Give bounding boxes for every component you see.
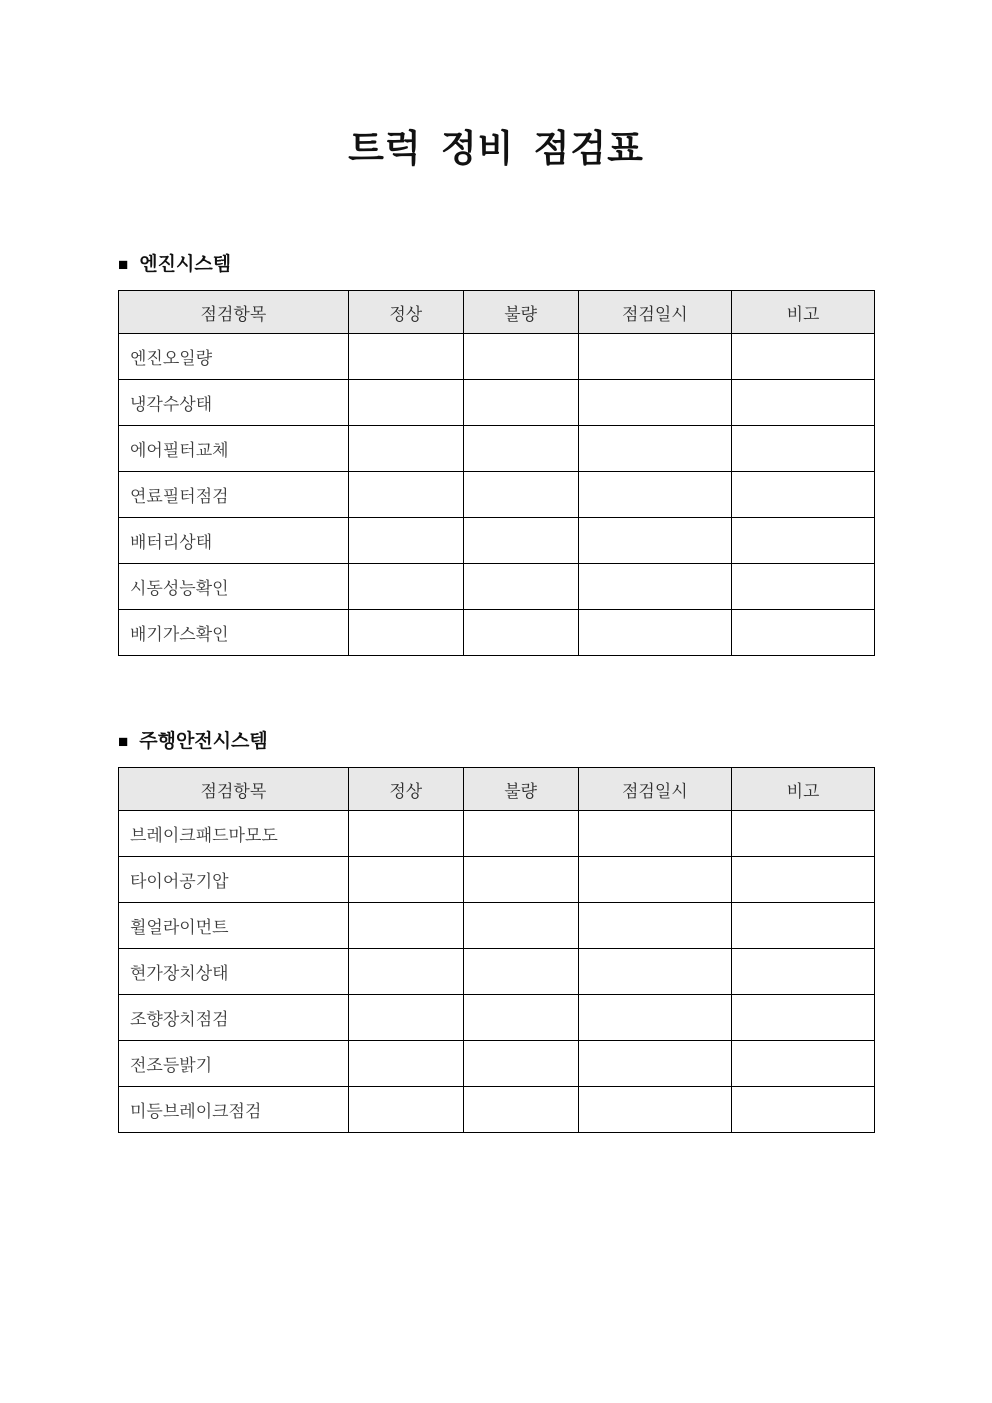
normal-check-cell[interactable] (348, 1087, 463, 1133)
table-row (119, 610, 875, 656)
date-cell[interactable] (578, 334, 731, 380)
remarks-cell[interactable] (732, 564, 875, 610)
date-cell[interactable] (578, 1041, 731, 1087)
row-label-cell: 에어필터교체 (119, 426, 349, 472)
section-heading-driving-safety (118, 730, 875, 753)
row-label-cell: 미등브레이크점검 (119, 1087, 349, 1133)
table-row (119, 380, 875, 426)
defect-check-cell[interactable] (463, 949, 578, 995)
date-cell[interactable] (578, 426, 731, 472)
section-heading-engine (118, 253, 875, 276)
normal-check-cell[interactable] (348, 380, 463, 426)
normal-check-cell[interactable] (348, 995, 463, 1041)
col-header-normal: 정상 (348, 768, 463, 811)
col-header-date: 점검일시 (578, 768, 731, 811)
table-row (119, 903, 875, 949)
col-header-defect: 불량 (463, 768, 578, 811)
table-row (119, 1041, 875, 1087)
normal-check-cell[interactable] (348, 1041, 463, 1087)
col-header-remarks: 비고 (732, 291, 875, 334)
defect-check-cell[interactable] (463, 995, 578, 1041)
defect-check-cell[interactable] (463, 811, 578, 857)
defect-check-cell[interactable] (463, 334, 578, 380)
section-title: 주행안전시스템 (139, 731, 268, 752)
defect-check-cell[interactable] (463, 472, 578, 518)
col-header-item: 점검항목 (119, 291, 349, 334)
remarks-cell[interactable] (732, 995, 875, 1041)
normal-check-cell[interactable] (348, 811, 463, 857)
date-cell[interactable] (578, 380, 731, 426)
remarks-cell[interactable] (732, 1087, 875, 1133)
date-cell[interactable] (578, 857, 731, 903)
remarks-cell[interactable] (732, 518, 875, 564)
table-row (119, 995, 875, 1041)
remarks-cell[interactable] (732, 334, 875, 380)
defect-check-cell[interactable] (463, 564, 578, 610)
row-label-cell: 조향장치점검 (119, 995, 349, 1041)
table-row (119, 334, 875, 380)
row-label-cell: 배기가스확인 (119, 610, 349, 656)
date-cell[interactable] (578, 903, 731, 949)
remarks-cell[interactable] (732, 426, 875, 472)
date-cell[interactable] (578, 1087, 731, 1133)
table-row (119, 472, 875, 518)
section-title: 엔진시스템 (139, 254, 232, 275)
normal-check-cell[interactable] (348, 472, 463, 518)
col-header-date: 점검일시 (578, 291, 731, 334)
normal-check-cell[interactable] (348, 949, 463, 995)
table-row (119, 949, 875, 995)
normal-check-cell[interactable] (348, 426, 463, 472)
row-label-cell: 시동성능확인 (119, 564, 349, 610)
section-bullet-icon: ■ (118, 732, 129, 751)
table-header-row (119, 768, 875, 811)
table-row (119, 564, 875, 610)
defect-check-cell[interactable] (463, 426, 578, 472)
row-label-cell: 연료필터점검 (119, 472, 349, 518)
remarks-cell[interactable] (732, 1041, 875, 1087)
defect-check-cell[interactable] (463, 903, 578, 949)
defect-check-cell[interactable] (463, 380, 578, 426)
date-cell[interactable] (578, 995, 731, 1041)
row-label-cell: 브레이크패드마모도 (119, 811, 349, 857)
normal-check-cell[interactable] (348, 610, 463, 656)
page-title: 트럭 정비 점검표 (348, 128, 644, 169)
date-cell[interactable] (578, 949, 731, 995)
table-row (119, 1087, 875, 1133)
section-bullet-icon: ■ (118, 255, 129, 274)
row-label-cell: 전조등밝기 (119, 1041, 349, 1087)
row-label-cell: 배터리상태 (119, 518, 349, 564)
table-row (119, 857, 875, 903)
table-row (119, 811, 875, 857)
normal-check-cell[interactable] (348, 518, 463, 564)
row-label-cell: 냉각수상태 (119, 380, 349, 426)
driving-safety-checklist-table (118, 767, 875, 1133)
row-label-cell: 엔진오일량 (119, 334, 349, 380)
normal-check-cell[interactable] (348, 857, 463, 903)
date-cell[interactable] (578, 610, 731, 656)
remarks-cell[interactable] (732, 380, 875, 426)
remarks-cell[interactable] (732, 857, 875, 903)
normal-check-cell[interactable] (348, 903, 463, 949)
remarks-cell[interactable] (732, 610, 875, 656)
defect-check-cell[interactable] (463, 1041, 578, 1087)
row-label-cell: 휠얼라이먼트 (119, 903, 349, 949)
engine-checklist-table (118, 290, 875, 656)
remarks-cell[interactable] (732, 811, 875, 857)
remarks-cell[interactable] (732, 472, 875, 518)
table-header-row (119, 291, 875, 334)
date-cell[interactable] (578, 811, 731, 857)
date-cell[interactable] (578, 472, 731, 518)
row-label-cell: 현가장치상태 (119, 949, 349, 995)
remarks-cell[interactable] (732, 903, 875, 949)
defect-check-cell[interactable] (463, 1087, 578, 1133)
table-row (119, 518, 875, 564)
document-content (118, 253, 875, 1133)
normal-check-cell[interactable] (348, 334, 463, 380)
col-header-defect: 불량 (463, 291, 578, 334)
defect-check-cell[interactable] (463, 610, 578, 656)
col-header-normal: 정상 (348, 291, 463, 334)
table-row (119, 426, 875, 472)
date-cell[interactable] (578, 564, 731, 610)
defect-check-cell[interactable] (463, 518, 578, 564)
row-label-cell: 타이어공기압 (119, 857, 349, 903)
normal-check-cell[interactable] (348, 564, 463, 610)
col-header-remarks: 비고 (732, 768, 875, 811)
col-header-item: 점검항목 (119, 768, 349, 811)
defect-check-cell[interactable] (463, 857, 578, 903)
remarks-cell[interactable] (732, 949, 875, 995)
date-cell[interactable] (578, 518, 731, 564)
